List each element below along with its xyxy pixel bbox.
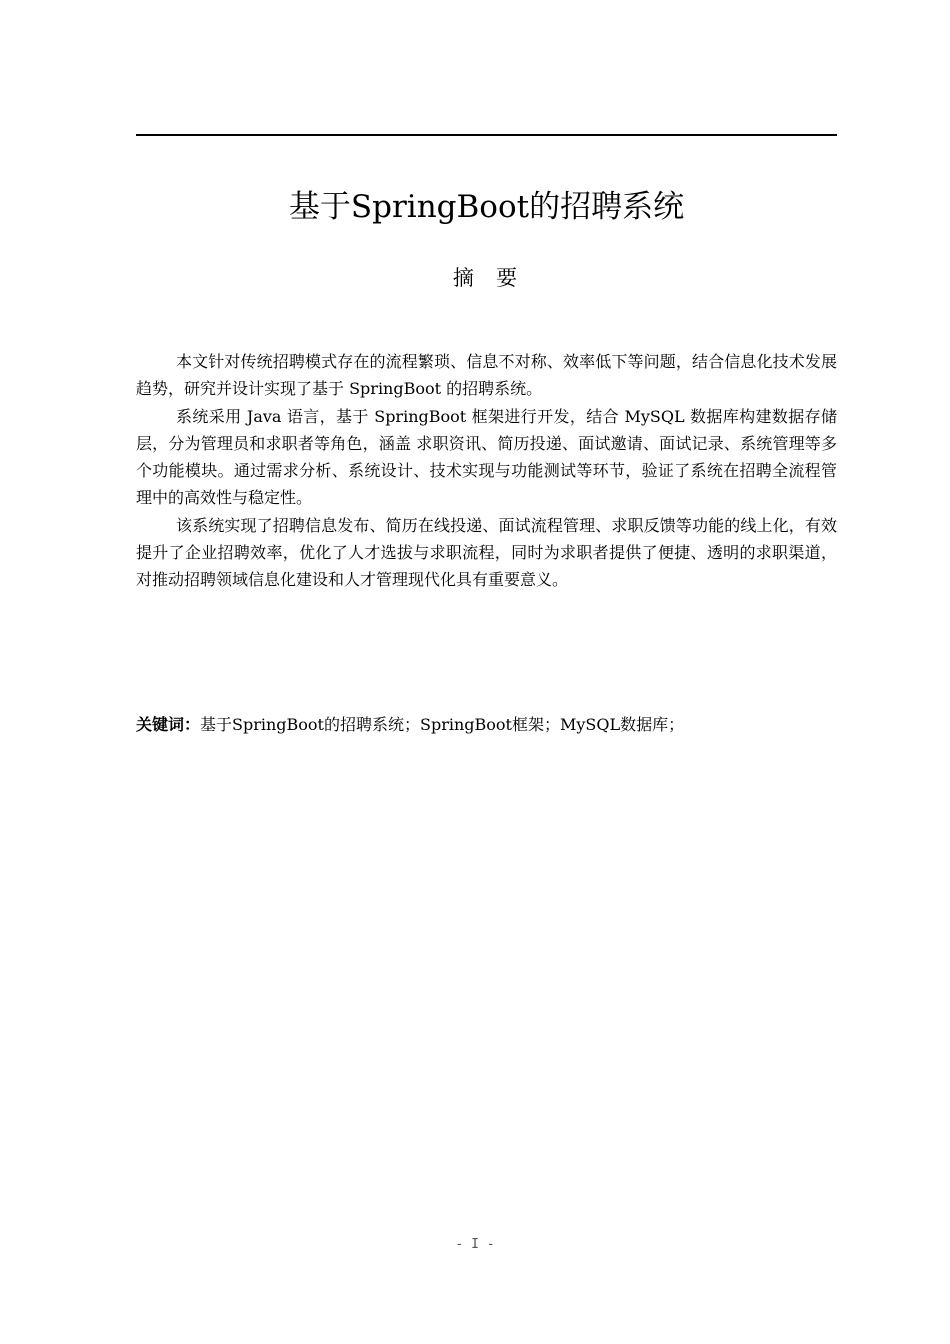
abstract-heading: 摘 要 xyxy=(452,266,521,290)
keywords-label: 关键词： xyxy=(136,715,201,734)
abstract-paragraph-1: 本文针对传统招聘模式存在的流程繁琐、信息不对称、效率低下等问题，结合信息化技术发展趋势，研究并设计实现了基于 SpringBoot 的招聘系统。 xyxy=(136,352,837,399)
abstract-paragraph-3: 该系统实现了招聘信息发布、简历在线投递、面试流程管理、求职反馈等功能的线上化，有效提升了企业招聘效率，优化了人才选拔与求职流程，同时为求职者提供了便捷、透明的求职渠道，对推动招聘领域信息化建设和人才管理现代化具有重要意义。 xyxy=(136,515,837,590)
header-rule xyxy=(136,134,837,136)
abstract-body xyxy=(136,348,837,594)
abstract-paragraph-2: 系统采用 Java 语言，基于 SpringBoot 框架进行开发，结合 MySQL 数据库构建数据存储层，分为管理员和求职者等角色，涵盖 求职资讯、简历投递、面试邀请、面试记录、系统管理等多个功能模块。通过需求分析、系统设计、技术实现与功能测试等环节，验证了系统在招聘全流程管理中的高效性与稳定性。 xyxy=(136,406,837,508)
document-title: 基于SpringBoot的招聘系统 xyxy=(288,189,685,225)
keywords-line xyxy=(136,711,837,738)
keywords-text: 基于SpringBoot的招聘系统；SpringBoot框架；MySQL数据库； xyxy=(200,715,685,734)
page-number: - I - xyxy=(455,1237,495,1252)
